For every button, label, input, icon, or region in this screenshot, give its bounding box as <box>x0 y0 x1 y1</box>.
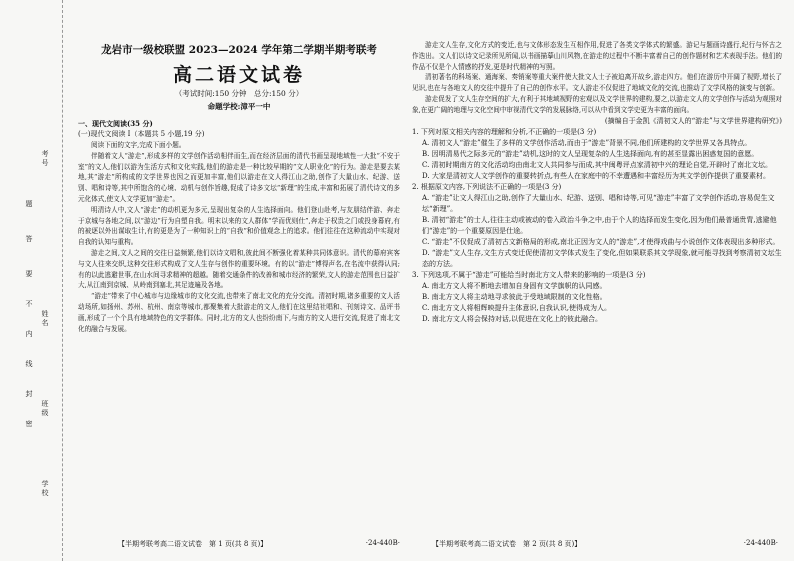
exam-title: 高二语文试卷 <box>172 64 305 86</box>
question-3-option: B. 南北方文人将主动地寻求彼此于受地域限制的文化性格。 <box>422 292 607 301</box>
passage-paragraph: 伴随着文人“游走”,形成多样的文学创作活动相伴而生,而在经济层面的清代书画呈现地域性一大批“不安于室”的文人,他们以游为生活方式和文化实践,他们的游走是一种比较早期的“文人职业化”的行为。游走是要去某地,其“游走”所构成的文学世界也因之而更加丰富,他们以游走在文人得江山之助,创作了大量山水、纪游、送别、唱和诗等,其中所饱含的心境、动机与创作旨趣,促成了诗多文坛“新理”的生成,丰富和拓展了清代诗文的多元化体式,使文人文学更加“游走”。 <box>78 151 400 203</box>
binding-margin <box>0 0 63 561</box>
footer-code: ·24-440B· <box>365 539 400 547</box>
passage-paragraph: 游走促发了文人生存空间的扩大,有利于其地域视野的宏观以及文学世界的建构,要之,以游走文人的文学创作与活动为观照对象,在更广阔的地理与文化空间中审视清代文学的发展脉络,可以从中看到文学史更为丰富的面向。 <box>412 94 782 114</box>
instruction: 阅读下面的文字,完成下面小题。 <box>91 141 186 149</box>
reading-passage <box>78 118 400 506</box>
questions-area <box>412 40 782 510</box>
seal-char: 线 <box>25 360 33 369</box>
footer-title: 【半期考联考高二语文试卷 第 1 页(共 8 页)】 <box>118 540 268 548</box>
question-3-stem: 3. 下列选项,不属于“游走”可能给当时南北方文人带来的影响的一项是(3 分) <box>412 270 646 279</box>
question-setter: 命题学校:漳平一中 <box>207 102 271 111</box>
subsection-heading: (一)现代文阅读 I（本题共 5 小题,19 分) <box>78 130 205 138</box>
question-1-option: D. 大家是清初文人文学创作的重要转折点,有些人在家庭中的不幸遭遇和丰富经历为其文学创作提供了重要素材。 <box>422 171 771 180</box>
footer-title: 【半期考联考高二语文试卷 第 2 页(共 8 页)】 <box>432 540 582 548</box>
seal-char: 题 <box>25 200 33 209</box>
question-2-option: A. “游走”让文人得江山之助,创作了大量山水、纪游、送别、唱和诗等,可见“游走”丰富了文学创作活动,容易促生文坛“新理”。 <box>422 193 775 213</box>
question-1-option: C. 清初时期南方的文化活动均由南北文人共同参与而成,其中闽粤评点家清初中兴的理论自觉,开辟时了南北文坛。 <box>422 160 773 169</box>
label-class: 班级 <box>41 400 49 418</box>
label-exam-number: 考号 <box>41 150 49 168</box>
page-1-column <box>78 0 400 561</box>
exam-meta: （考试时间:150 分钟 总分:150 分） <box>174 89 304 98</box>
footer-code: ·24-440B· <box>743 539 778 547</box>
seal-char: 不 <box>25 300 33 309</box>
seal-char: 答 <box>25 235 33 244</box>
question-1-option: B. 因明清易代之际多元的“游走”动机,这时的文人呈现复杂的人生选择面向,有的甚至显露出困惑复国的意愿。 <box>422 149 759 158</box>
page-1-footer <box>78 539 400 549</box>
section-heading: 一、现代文阅读(35 分) <box>78 119 153 128</box>
alliance-title: 龙岩市一级校联盟 2023—2024 学年第二学期半期考联考 <box>101 44 377 56</box>
passage-paragraph: 清初著名的科场案、通海案、奏销案等重大案件使大批文人士子被迫离开故乡,游走四方。他们在游历中开阔了视野,增长了见识,也在与各地文人的交往中提升了自己的创作水平。文人游走不仅促进了地域文化的交流,也推动了文学风格的演变与创新。 <box>412 73 782 93</box>
seal-char: 密 <box>25 420 33 429</box>
label-school: 学校 <box>41 480 49 498</box>
question-2-option: C. “游走”不仅促成了清初古文新格局的形成,南北正因为文人的“游走”,才使得戏曲与小说创作文体表现出多种形式。 <box>422 237 780 246</box>
question-2-stem: 2. 根据原文内容,下列说法不正确的一项是(3 分) <box>412 182 562 191</box>
passage-paragraph: 游走文人生存,文化方式的变迁,也与文体形态发生互相作用,促进了各类文学体式的繁盛。游记与题画诗盛行,纪行与怀古之作迭出。文人们以诗文记录所见所闻,以书画描摹山川风物,在游走的过程中不断丰富着自己的创作题材和艺术表现手法。他们的作品不仅是个人情感的抒发,更是时代精神的写照。 <box>412 41 782 71</box>
question-3-option: D. 南北方文人将会保持对话,以促进在文化上的彼此融合。 <box>422 314 603 323</box>
seal-char: 内 <box>25 330 33 339</box>
passage-paragraph: “游走”带来了中心城市与边缘城市的文化交流,也带来了南北文化的充分交流。清初时期,诸多重要的文人活动场所,如扬州、苏州、杭州、南京等城市,都聚集着大批游走的文人,他们在这里结社唱和、刊刻诗文、品评书画,形成了一个个具有地域特色的文学群体。同时,北方的文人也纷纷南下,与南方的文人进行交流,促进了南北文化的融合与发展。 <box>78 292 400 333</box>
question-1-stem: 1. 下列对原文相关内容的理解和分析,不正确的一项是(3 分) <box>412 127 597 136</box>
question-3-option: C. 南北方文人将相辉映提升主体意识,自我认识,使得成为人。 <box>422 303 612 312</box>
page-2-column <box>412 0 782 561</box>
passage-source: (摘编自于金凯《清初文人的“游走”与文学世界建构研究》) <box>604 116 782 125</box>
label-name: 姓名 <box>41 310 49 328</box>
question-2-option: D. “游走”文人生存,文生方式变迁促使清初文学体式发生了变化,但如果联系其文学现象,就可能寻找到考察清初文坛生态的方法。 <box>422 248 782 268</box>
page-2-footer <box>412 539 782 549</box>
passage-paragraph: 明清诗人中,文人“游走”的动机更为多元,呈现出复杂的人生选择面向。他们登山赴考,与友朋结伴游、奔走于京城与各地之间,以“游边”行为自塑自我。明末以来的文人群体“学而优则仕”,奔走于权贵之门或投身幕府,有的被逐以外出谋取生计,有的更是为了一种知识上的“自我”和价值观念上的追求。他们往往在这种流动中实现对自我的认知与重构。 <box>78 205 400 247</box>
question-3-option: A. 南北方文人将不断地去增加自身固有文学旗帜的认同感。 <box>422 281 607 290</box>
seal-char: 要 <box>25 270 33 279</box>
seal-char: 封 <box>25 390 33 399</box>
passage-paragraph: 游走之间,文人之间的交往日益频繁,他们以诗文唱和,彼此间不断强化着某种共同体意识。清代的幕府宾客与文人往来交织,这种交往形式构成了文人生存与创作的重要环境。有的以“游走”博得声名,在名流中获得认同;有的以此逃避世事,在山水间寻求精神的超越。随着交通条件的改善和城市经济的繁荣,文人的游走范围也日益扩大,从江南到京城、从岭南到塞北,其足迹遍及各地。 <box>78 248 400 290</box>
question-2-option: B. 清初“游走”的士人,往往主动或被动的卷入政治斗争之中,由于个人的选择而发生变化,因为他们最普通贵胄,逃避他们“游走”的一个重要原因是仕途。 <box>422 215 777 235</box>
question-1-option: A. 清初文人“游走”催生了多样的文学创作活动,而由于“游走”背景不同,他们所建构的文学世界又各具特点。 <box>422 138 752 147</box>
